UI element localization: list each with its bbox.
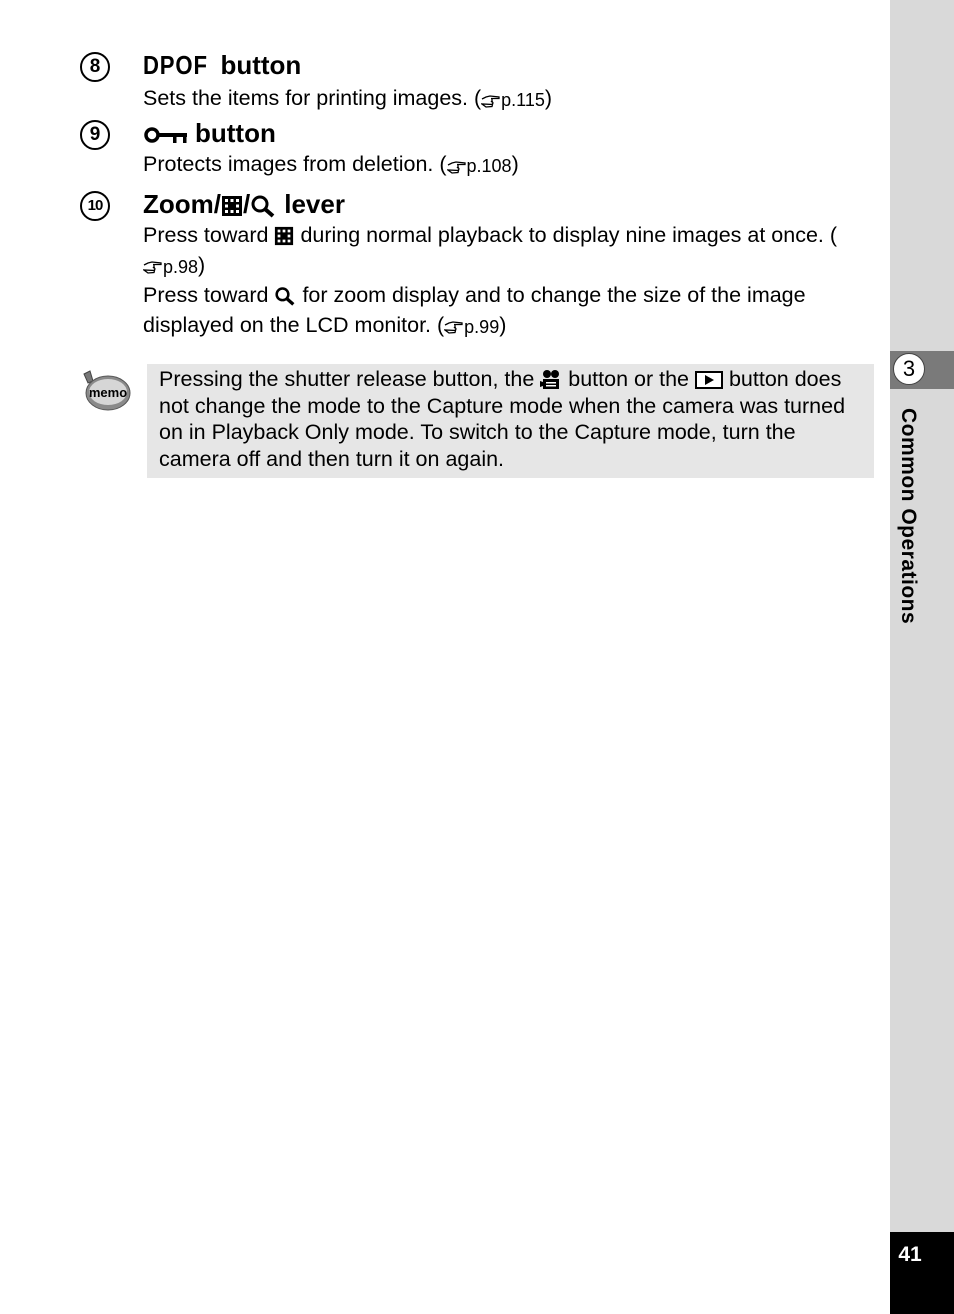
item-number-10: 10 <box>80 191 110 221</box>
title-lever-text: lever <box>284 189 345 219</box>
pointing-hand-icon <box>444 321 464 334</box>
movie-camera-icon <box>540 369 562 391</box>
page-ref-text: p.108 <box>466 156 512 176</box>
desc-text: during normal playback to display nine images at once. ( <box>300 223 838 247</box>
desc-text: Press toward <box>143 283 269 307</box>
pointing-hand-icon <box>481 95 501 108</box>
paren-close: ) <box>499 312 507 337</box>
section-title <box>143 188 345 220</box>
section-description <box>143 150 878 181</box>
pointing-hand-icon <box>143 261 163 274</box>
nine-image-display-icon <box>221 195 243 217</box>
page-number: 41 <box>898 1243 922 1266</box>
magnifier-icon <box>250 194 276 218</box>
item-number-8: 8 <box>80 52 110 82</box>
paragraph-zoom-display <box>143 281 878 341</box>
page-reference <box>444 313 499 343</box>
page-ref-text: p.98 <box>163 256 199 277</box>
memo-icon <box>80 368 132 414</box>
chapter-title-text: Common Operations <box>897 408 920 625</box>
paren-close: ) <box>544 86 553 110</box>
protect-key-icon <box>143 125 189 145</box>
nine-image-display-icon <box>274 226 294 246</box>
page-reference <box>481 86 545 116</box>
desc-text: Sets the items for printing images. ( <box>143 86 482 110</box>
paragraph-nine-images <box>143 221 878 281</box>
page-reference <box>447 152 512 182</box>
section-title <box>143 117 276 149</box>
memo-text: button or the <box>568 367 689 391</box>
desc-text: Protects images from deletion. ( <box>143 152 447 176</box>
memo-icon-label: memo <box>88 385 128 400</box>
pointing-hand-icon <box>447 161 467 174</box>
playback-icon <box>695 371 723 389</box>
dpof-icon: DPOF <box>143 50 208 80</box>
memo-box <box>147 364 874 478</box>
page-reference <box>143 253 198 283</box>
title-slash: / <box>243 189 251 219</box>
section-description <box>143 221 878 341</box>
item-number-9: 9 <box>80 120 110 150</box>
chapter-number: 3 <box>893 353 925 385</box>
title-text: button <box>195 118 276 148</box>
memo-text: button does not change the mode to the Capture mode when the camera was turned on in Playback Only mode. To switch to the Capture mode, turn the camera off and then turn it on again. <box>159 367 846 472</box>
paren-close: ) <box>511 152 519 176</box>
section-description <box>143 84 878 115</box>
desc-text: for zoom display and to change the size of the image displayed on the LCD monitor. ( <box>143 283 806 337</box>
title-text: button <box>220 50 302 80</box>
page-ref-text: p.115 <box>501 90 545 110</box>
desc-text: Press toward <box>143 223 269 247</box>
title-zoom-text: Zoom/ <box>143 189 221 219</box>
section-title <box>143 49 301 81</box>
magnifier-icon <box>274 286 296 306</box>
side-tab <box>890 0 954 1314</box>
memo-text: Pressing the shutter release button, the <box>159 367 535 391</box>
page-ref-text: p.99 <box>464 316 500 337</box>
paren-close: ) <box>198 252 206 277</box>
